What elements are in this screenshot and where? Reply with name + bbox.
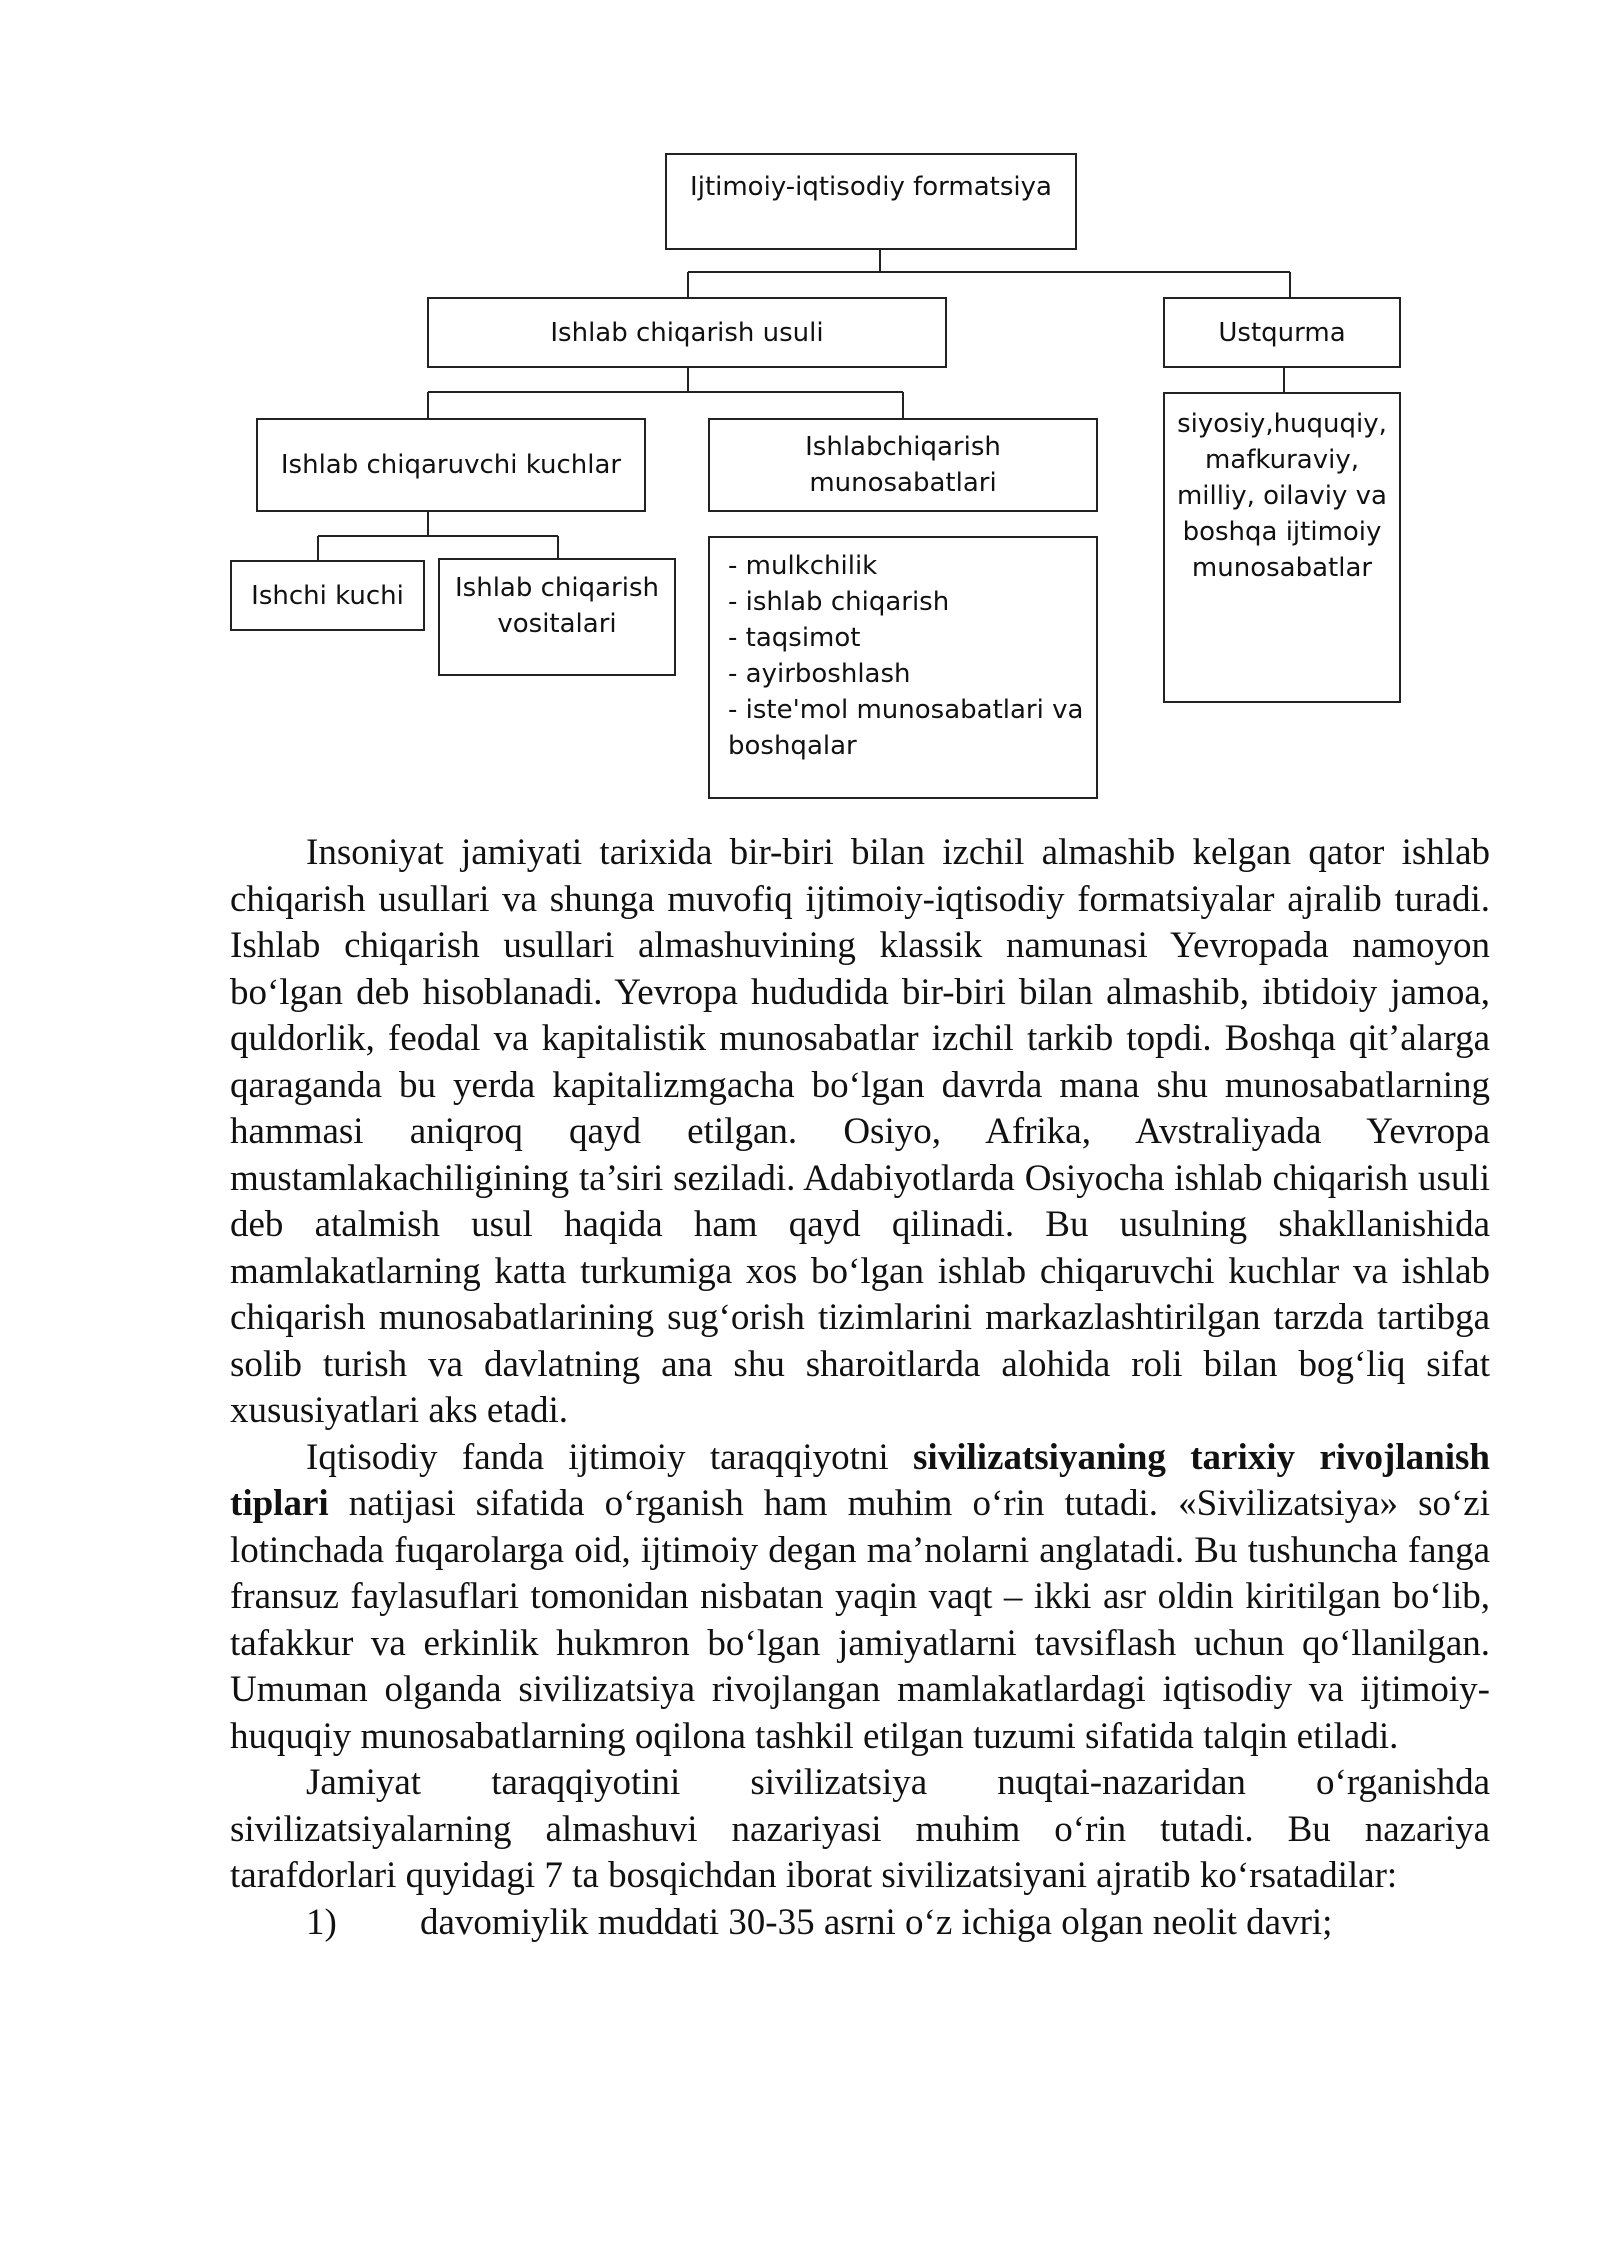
labor-force-box — [230, 560, 425, 631]
superstructure-box — [1163, 297, 1401, 368]
production-relations-label-line2: munosabatlari — [809, 468, 997, 498]
paragraph-2-rest: natijasi sifatida o‘rganish ham muhim o‘rin tutadi. «Sivilizatsiya» so‘zi lotinchada fuqarolarga oid, ijtimoiy degan ma’nolarni anglatadi. Bu tushuncha fanga fransuz faylasuflari tomonidan nisbatan yaqin vaqt – ikki asr oldin kiritilgan bo‘lib, tafakkur va erkinlik hukmron bo‘lgan jamiyatlarni tavsiflash uchun qo‘llanilgan. Umuman olganda sivilizatsiya rivojlangan mamlakatlardagi iqtisodiy va ijtimoiy-huquqiy munosabatlarning oqilona tashkil etilgan tuzumi sifatida talqin etiladi. — [230, 1483, 1490, 1757]
superstructure-list-item: mafkuraviy, — [1204, 445, 1360, 475]
relations-list-item: - ayirboshlash — [728, 659, 911, 689]
superstructure-list-item: boshqa ijtimoiy — [1182, 517, 1382, 547]
superstructure-list-item: milliy, oilaviy va — [1176, 481, 1387, 511]
paragraph-3: Jamiyat taraqqiyotini sivilizatsiya nuqtai-nazaridan o‘rganishda sivilizatsiyalarning almashuvi nazariyasi muhim o‘rin tutadi. Bu nazariya tarafdorlari quyidagi 7 ta bosqichdan iborat sivilizatsiyani ajratib ko‘rsatadilar: — [230, 1762, 1490, 1896]
production-mode-box — [427, 297, 947, 368]
superstructure-list-item: munosabatlar — [1191, 553, 1373, 583]
means-of-production-label-line2: vositalari — [497, 609, 617, 639]
production-relations-box — [708, 418, 1098, 512]
superstructure-label: Ustqurma — [1218, 317, 1346, 348]
paragraph-2 — [230, 1435, 1490, 1761]
relations-list-item: - taqsimot — [728, 623, 861, 653]
list-item-number: 1) — [306, 1901, 337, 1943]
production-relations-label-line1: Ishlabchiqarish — [805, 432, 1001, 462]
body-text — [230, 830, 1490, 1946]
labor-force-label: Ishchi kuchi — [251, 580, 404, 611]
list-item — [230, 1900, 1490, 1947]
paragraph-2-bold: sivilizatsiyaning tarixiy rivojlanish tiplari — [230, 1436, 1490, 1524]
means-of-production-box — [438, 558, 676, 676]
relations-list-item: - ishlab chiqarish — [728, 587, 950, 617]
production-mode-label: Ishlab chiqarish usuli — [550, 317, 824, 348]
relations-list-item: - mulkchilik — [728, 551, 878, 581]
productive-forces-box — [256, 418, 646, 512]
superstructure-list-box — [1163, 392, 1401, 703]
root-box — [665, 153, 1077, 250]
production-relations-list-box — [708, 536, 1098, 799]
superstructure-list-item: siyosiy,huquqiy, — [1177, 409, 1387, 439]
list-item-text: davomiylik muddati 30-35 asrni o‘z ichiga olgan neolit davri; — [420, 1901, 1333, 1943]
root-label: Ijtimoiy-iqtisodiy formatsiya — [690, 172, 1052, 202]
means-of-production-label-line1: Ishlab chiqarish — [455, 573, 659, 603]
relations-list-item: boshqalar — [728, 731, 857, 761]
productive-forces-label: Ishlab chiqaruvchi kuchlar — [280, 450, 622, 480]
paragraph-1: Insoniyat jamiyati tarixida bir-biri bilan izchil almashib kelgan qator ishlab chiqarish usullari va shunga muvofiq ijtimoiy-iqtisodiy formatsiyalar ajralib turadi. Ishlab chiqarish usullari almashuvining klassik namunasi Yevropada namoyon bo‘lgan deb hisoblanadi. Yevropa hududida bir-biri bilan almashib, ibtidoiy jamoa, quldorlik, feodal va kapitalistik munosabatlar izchil tarkib topdi. Boshqa qit’alarga qaraganda bu yerda kapitalizmgacha bo‘lgan davrda mana shu munosabatlarning hammasi aniqroq qayd etilgan. Osiyo, Afrika, Avstraliyada Yevropa mustamlakachiligining ta’siri seziladi. Adabiyotlarda Osiyocha ishlab chiqarish usuli deb atalmish usul haqida ham qayd qilinadi. Bu usulning shakllanishida mamlakatlarning katta turkumiga xos bo‘lgan ishlab chiqaruvchi kuchlar va ishlab chiqarish munosabatlarining sug‘orish tizimlarini markazlashtirilgan tarzda tartibga solib turish va davlatning ana shu sharoitlarda alohida roli bilan bog‘liq sifat xususiyatlari aks etadi. — [230, 832, 1490, 1431]
paragraph-2-start: Iqtisodiy fanda ijtimoiy taraqqiyotni — [306, 1436, 914, 1478]
relations-list-item: - iste'mol munosabatlari va — [728, 695, 1084, 725]
